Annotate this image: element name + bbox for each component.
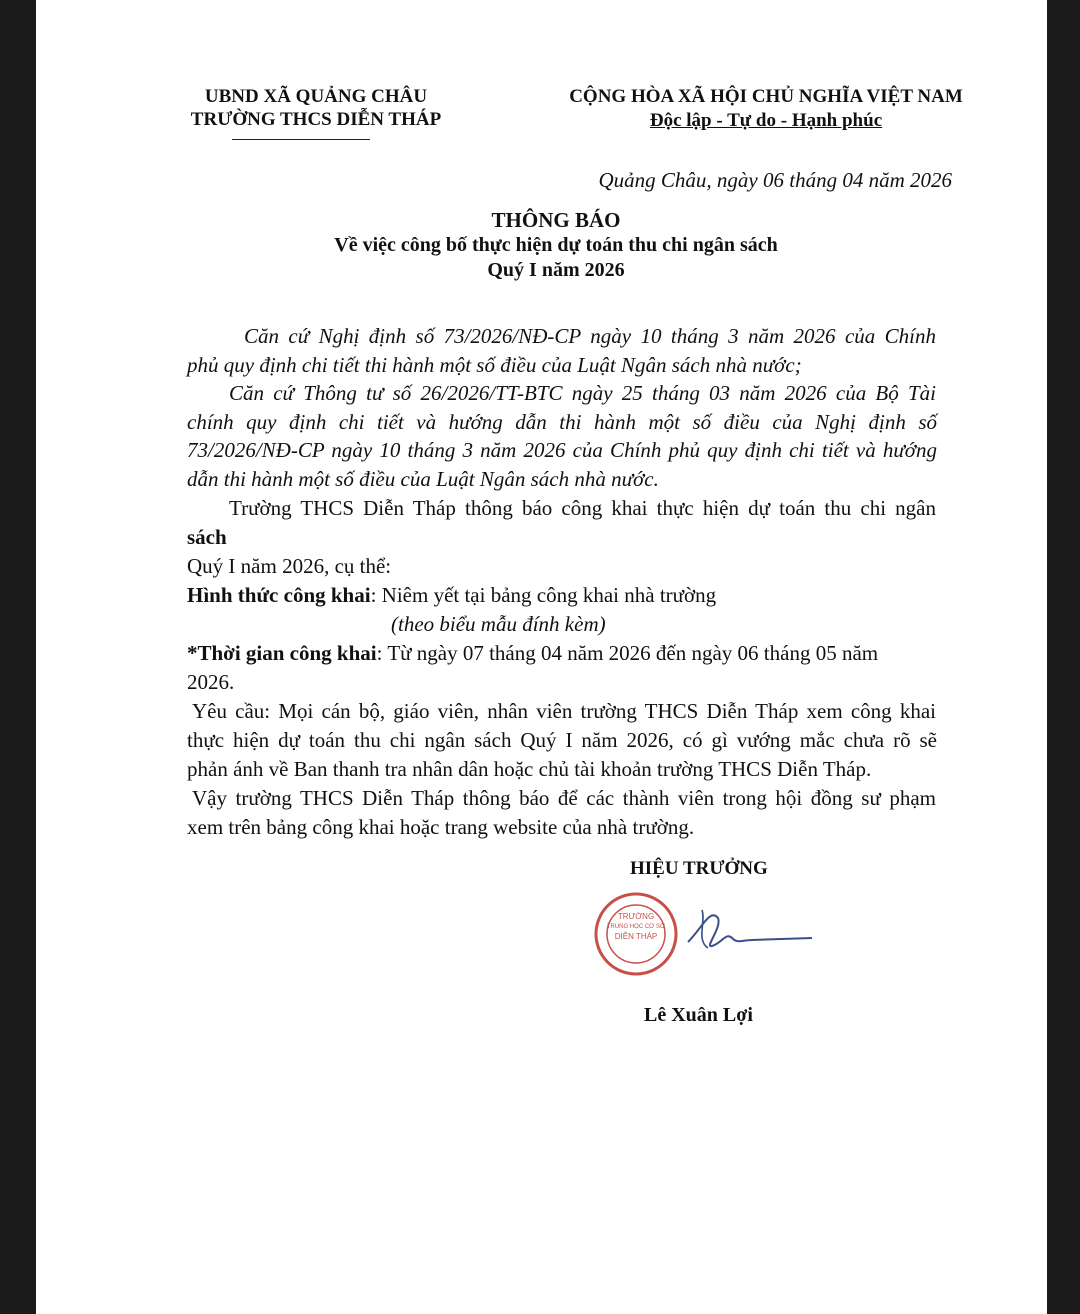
request-line-1: Yêu cầu: Mọi cán bộ, giáo viên, nhân viên trường THCS Diễn Tháp xem công khai: [192, 699, 936, 723]
issuer-authority: UBND XÃ QUẢNG CHÂU: [204, 86, 428, 107]
document-title: THÔNG BÁO: [491, 208, 621, 232]
request-line-3: phản ánh về Ban thanh tra nhân dân hoặc chủ tài khoản trường THCS Diễn Tháp.: [187, 757, 872, 781]
seal-inner-text: [606, 912, 666, 942]
issuer-school: TRƯỜNG THCS DIỄN THÁP: [190, 109, 442, 130]
announce-line-1: Trường THCS Diễn Tháp thông báo công khai thực hiện dự toán thu chi ngân: [229, 496, 936, 520]
document-period: Quý I năm 2026: [487, 259, 625, 281]
publication-time: [187, 641, 937, 666]
publication-form-value: : Niêm yết tại bảng công khai nhà trường: [370, 583, 717, 607]
closing-line-1: Vậy trường THCS Diễn Tháp thông báo để các thành viên trong hội đồng sư phạm: [192, 786, 936, 810]
publication-form-label: Hình thức công khai: [187, 583, 371, 607]
date-line: Quảng Châu, ngày 06 tháng 04 năm 2026: [598, 168, 952, 192]
basis-1-line-2: phủ quy định chi tiết thi hành một số điều của Luật Ngân sách nhà nước;: [187, 353, 802, 377]
publication-form: [187, 583, 937, 608]
official-seal: [592, 888, 822, 980]
publication-form-note: (theo biểu mẫu đính kèm): [391, 612, 606, 636]
national-title: CỘNG HÒA XÃ HỘI CHỦ NGHĨA VIỆT NAM: [569, 86, 963, 107]
document-page: [36, 0, 1047, 1314]
national-motto: Độc lập - Tự do - Hạnh phúc: [649, 110, 883, 131]
announce-line-3: Quý I năm 2026, cụ thể:: [187, 554, 392, 578]
basis-2-line-3: 73/2026/NĐ-CP ngày 10 tháng 3 năm 2026 của Chính phủ quy định chi tiết và hướng: [187, 438, 937, 462]
seal-text-1: TRƯỜNG: [617, 912, 655, 921]
basis-1-line-1: Căn cứ Nghị định số 73/2026/NĐ-CP ngày 10 tháng 3 năm 2026 của Chính: [244, 324, 936, 348]
request-line-2: thực hiện dự toán thu chi ngân sách Quý I năm 2026, có gì vướng mắc chưa rõ sẽ: [187, 728, 937, 752]
document-subtitle: Về việc công bố thực hiện dự toán thu chi ngân sách: [334, 234, 778, 256]
closing-line-2: xem trên bảng công khai hoặc trang website của nhà trường.: [187, 815, 695, 839]
basis-2-line-2: chính quy định chi tiết và hướng dẫn thi hành một số điều của Nghị định số: [187, 410, 937, 434]
header-left-rule: [232, 139, 370, 140]
announce-line-2: sách: [187, 525, 227, 549]
basis-2-line-1: Căn cứ Thông tư số 26/2026/TT-BTC ngày 25 tháng 03 năm 2026 của Bộ Tài: [229, 381, 936, 405]
signer-name: Lê Xuân Lợi: [644, 1004, 753, 1026]
publication-time-value: : Từ ngày 07 tháng 04 năm 2026 đến ngày 06 tháng 05 năm: [376, 641, 879, 665]
signer-role: HIỆU TRƯỞNG: [630, 858, 768, 879]
seal-text-2: TRUNG HỌC CƠ SỞ: [606, 924, 666, 930]
publication-time-line-2: 2026.: [187, 670, 235, 694]
seal-text-3: DIỄN THÁP: [614, 932, 658, 941]
publication-time-label: *Thời gian công khai: [187, 641, 377, 665]
basis-2-line-4: dẫn thi hành một số điều của Luật Ngân sách nhà nước.: [187, 467, 659, 491]
